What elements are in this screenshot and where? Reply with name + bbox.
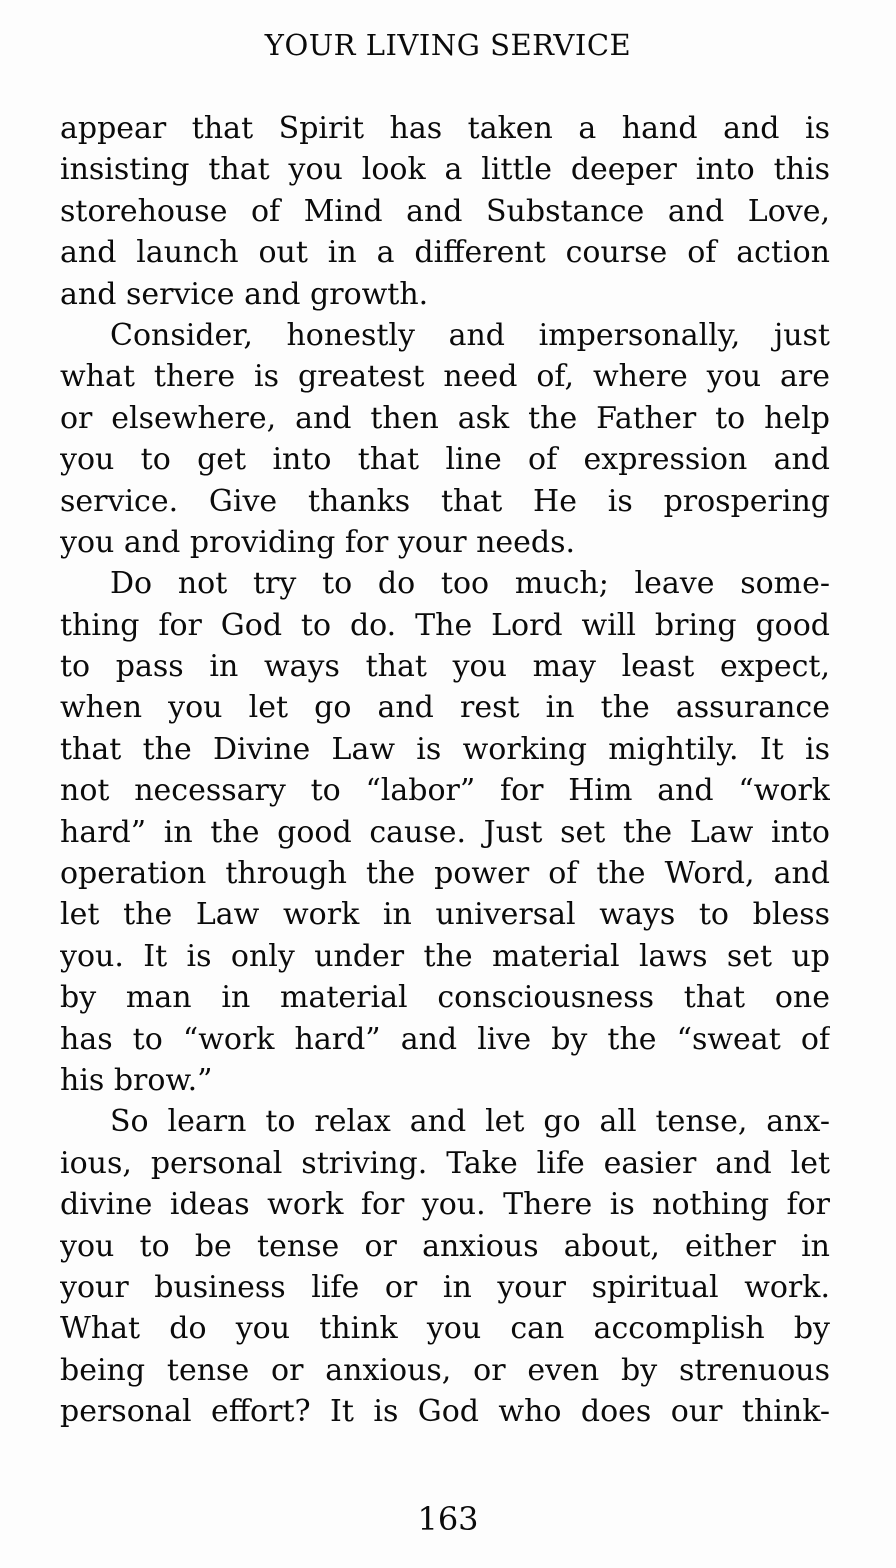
- page-header: YOUR LIVING SERVICE: [264, 28, 632, 62]
- text-line: divine ideas work for you. There is nothing for: [60, 1187, 830, 1223]
- text-line: storehouse of Mind and Substance and Love,: [60, 193, 830, 229]
- text-line: personal effort? It is God who does our think-: [60, 1394, 830, 1430]
- page-body: [60, 108, 830, 1433]
- text-line: his brow.”: [60, 1062, 213, 1098]
- text-line: to pass in ways that you may least expect,: [60, 649, 830, 685]
- text-line: by man in material consciousness that one: [60, 980, 830, 1016]
- text-line: has to “work hard” and live by the “sweat of: [60, 1021, 830, 1057]
- text-line: operation through the power of the Word, and: [60, 856, 830, 892]
- text-line: appear that Spirit has taken a hand and is: [60, 111, 830, 146]
- text-line: Consider, honestly and impersonally, just: [110, 317, 830, 353]
- text-line: you to be tense or anxious about, either in: [60, 1228, 830, 1264]
- text-line: service. Give thanks that He is prospering: [60, 483, 830, 519]
- text-line: Do not try to do too much; leave some-: [110, 566, 830, 602]
- text-line: thing for God to do. The Lord will bring good: [60, 607, 830, 643]
- text-line: that the Divine Law is working mightily. It is: [60, 731, 830, 767]
- text-line: hard” in the good cause. Just set the Law into: [60, 814, 830, 850]
- text-line: not necessary to “labor” for Him and “work: [60, 773, 830, 809]
- text-line: and launch out in a different course of action: [60, 235, 830, 271]
- text-line: when you let go and rest in the assurance: [60, 690, 830, 726]
- text-line: So learn to relax and let go all tense, anx-: [110, 1104, 830, 1140]
- text-line: you to get into that line of expression and: [60, 442, 830, 478]
- text-line: insisting that you look a little deeper into this: [60, 152, 830, 188]
- text-line: What do you think you can accomplish by: [60, 1311, 830, 1347]
- text-line: and service and growth.: [60, 276, 429, 312]
- text-line: let the Law work in universal ways to bless: [60, 897, 830, 933]
- text-line: or elsewhere, and then ask the Father to help: [60, 400, 830, 436]
- text-line: ious, personal striving. Take life easier and let: [60, 1145, 830, 1181]
- text-line: what there is greatest need of, where you are: [60, 359, 830, 395]
- text-line: you. It is only under the material laws set up: [60, 938, 830, 974]
- text-line: you and providing for your needs.: [60, 524, 576, 560]
- text-line: being tense or anxious, or even by strenuous: [60, 1352, 830, 1388]
- page-number: 163: [417, 1500, 479, 1538]
- text-line: your business life or in your spiritual work.: [60, 1269, 830, 1305]
